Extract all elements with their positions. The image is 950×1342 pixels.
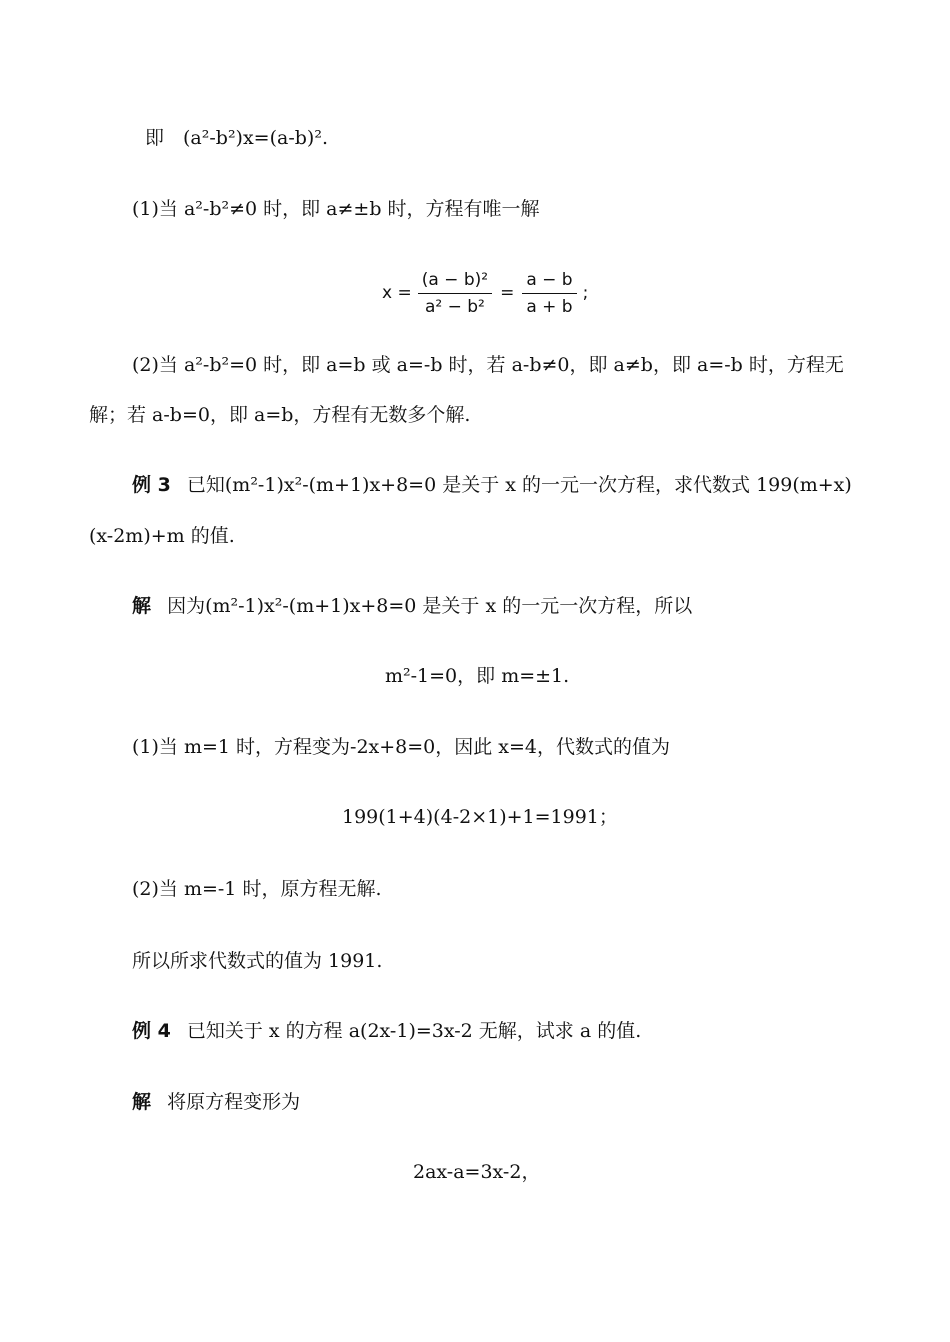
fraction [522, 270, 576, 317]
solution-label: 解 [132, 1091, 152, 1113]
example-4 [132, 1018, 641, 1044]
example-label: 例 3 [132, 474, 171, 496]
example-text: 已知关于 x 的方程 a(2x-1)=3x-2 无解，试求 a 的值. [186, 1020, 642, 1042]
formula-lhs: x = [382, 283, 412, 303]
solution-4 [132, 1089, 300, 1115]
formula-tail: ; [582, 283, 589, 303]
example-text: 已知(m²-1)x²-(m+1)x+8=0 是关于 x 的一元一次方程，求代数式 199(m+x) [186, 474, 852, 496]
solution-formula [382, 264, 588, 322]
solution-text: 因为(m²-1)x²-(m+1)x+8=0 是关于 x 的一元一次方程，所以 [167, 595, 693, 617]
fraction-denominator: a + b [526, 296, 573, 317]
equation-line: m²-1=0，即 m=±1. [385, 665, 570, 687]
fraction [418, 270, 492, 317]
solution-text: 将原方程变形为 [167, 1091, 301, 1113]
fraction-denominator: a² − b² [424, 296, 485, 317]
fraction-numerator: (a − b)² [418, 270, 492, 294]
solution-label: 解 [132, 595, 152, 617]
text-line: (2)当 m=-1 时，原方程无解. [132, 878, 382, 900]
example-label: 例 4 [132, 1020, 171, 1042]
solution-3 [132, 593, 692, 619]
text-line: (x-2m)+m 的值. [89, 525, 235, 547]
fraction-numerator: a − b [522, 270, 576, 294]
text-line: (1)当 a²-b²≠0 时，即 a≠±b 时，方程有唯一解 [132, 198, 540, 220]
text-line: (2)当 a²-b²=0 时，即 a=b 或 a=-b 时，若 a-b≠0，即 a≠b，即 a=-b 时，方程无 [132, 354, 844, 376]
equation-line: 2ax-a=3x-2， [413, 1161, 541, 1183]
example-3 [132, 472, 852, 498]
text-line: 解；若 a-b=0，即 a=b，方程有无数多个解. [89, 404, 471, 426]
text-line: 即 (a²-b²)x=(a-b)². [145, 127, 328, 149]
equals-sign: = [500, 283, 515, 303]
text-line: 所以所求代数式的值为 1991. [132, 950, 383, 972]
text-line: (1)当 m=1 时，方程变为-2x+8=0，因此 x=4，代数式的值为 [132, 736, 671, 758]
equation-line: 199(1+4)(4-2×1)+1=1991； [342, 806, 618, 828]
